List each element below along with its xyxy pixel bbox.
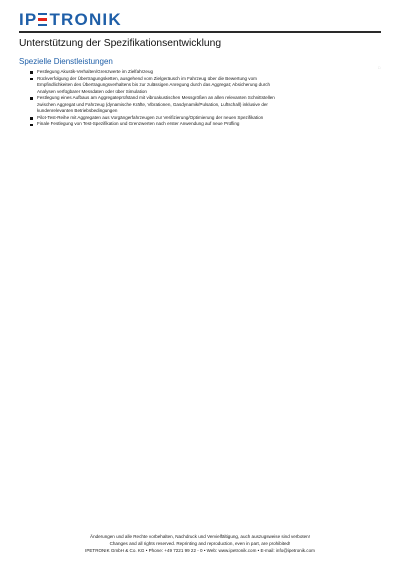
square-bullet-icon [30,71,33,74]
section-heading: Spezielle Dienstleistungen [19,57,113,66]
square-bullet-icon [30,78,33,81]
page-title: Unterstützung der Spezifikationsentwicklung [19,38,222,49]
logo-e-mark-icon [38,13,47,26]
list-item-text: Festlegung Akustik-Verhalten/Grenzwerte im Zielfahrzeug [37,69,154,74]
footer-rights-en: Changes and all rights reserved. Reprinting and reproduction, even in part, are prohibited! [109,541,291,546]
list-item-text: Festlegung eines Aufbaus am Aggregateprüfstand mit vibroakustischen Messgrößen an allen relevanten Schnittstellen zwischen Aggregat und Fahrzeug (dynamische Kräfte, Vibrationen, Gasdynamik/Pulsation, Luftschall) inklusive der kundenrelevanten Betriebsbedingungen [37,95,275,114]
company-logo [19,10,122,30]
footer-rights-de: Änderungen und alle Rechte vorbehalten, Nachdruck und Vervielfältigung, auch auszugsweise sind verboten! [90,534,310,539]
list-item-text: Rückverfolgung der Übertragungsketten, ausgehend vom Zielgeräusch im Fahrzeug über die Bewertung vom Empfindlichkeiten des Übertragungsverhaltens bis zur zulässigen Anregung durch das Aggregat; Absicherung durch Analysen verfügbarer Messdaten oder über Simulation [37,75,271,94]
logo-text-right: TRONIK [49,10,122,29]
logo-text-left: IP [19,10,38,29]
service-bullet-list [30,69,276,128]
square-bullet-icon [30,117,33,120]
dot-marker-icon: □ [378,66,381,70]
square-bullet-icon [30,124,33,127]
square-bullet-icon [30,97,33,100]
list-item [30,95,276,115]
footer-contact: IPETRONIK GmbH & Co. KG • Phone: +49 7221 99 22 - 0 • Web: www.ipetronik.com • E-mail: info@ipetronik.com [85,548,315,553]
page-footer [0,533,400,554]
list-item-text: Pilot-Test-Reihe mit Aggregaten aus Vorgängerfahrzeugen zur Verifizierung/Optimierung der neuen Spezifikation [37,114,264,120]
list-item [30,76,276,96]
list-item [30,121,276,128]
list-item-text: Finale Festlegung von Test-Spezifikation und Grenzwerten nach erster Anwendung auf neue Prüfling [37,121,240,127]
header-divider [19,31,381,33]
